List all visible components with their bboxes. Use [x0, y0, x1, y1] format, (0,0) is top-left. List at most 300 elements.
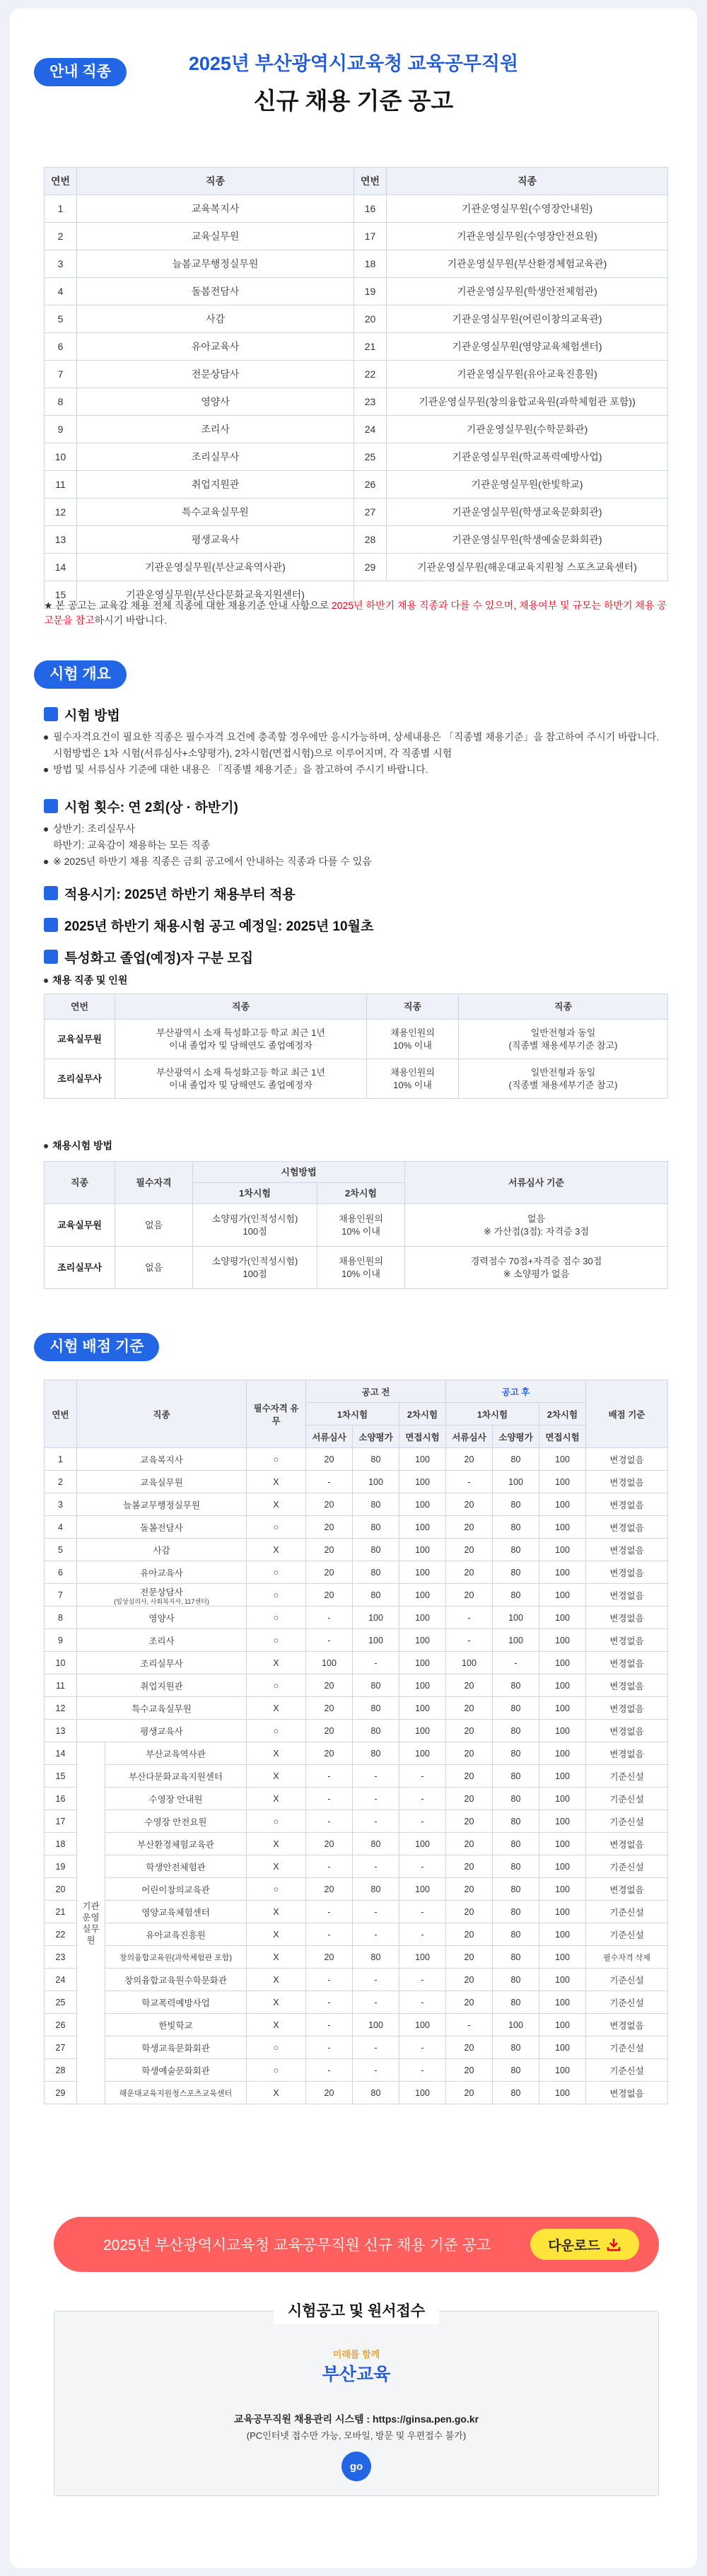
cell-no: 7 [45, 1584, 77, 1607]
cell-score: 80 [493, 2059, 539, 2082]
cell-score: 80 [493, 1448, 539, 1471]
cell-score: 20 [306, 1878, 353, 1901]
cell-change: 변경없음 [586, 1516, 668, 1539]
cell-req: ○ [247, 1561, 306, 1584]
cell-score: 20 [306, 1516, 353, 1539]
cell-job: 영양교육체험센터 [105, 1901, 247, 1923]
bullet-icon [44, 768, 48, 772]
cell-change: 기준신설 [586, 1969, 668, 1991]
cell-score: 20 [306, 1584, 353, 1607]
cell-score: 100 [493, 2014, 539, 2036]
cell-score: - [399, 1923, 446, 1946]
cell-score: 100 [493, 1471, 539, 1493]
table-row [45, 1652, 668, 1674]
cell-no: 12 [45, 499, 77, 526]
cell-change: 변경없음 [586, 2014, 668, 2036]
cell-no: 8 [45, 1607, 77, 1629]
cell-score: - [306, 1855, 353, 1878]
cell-score: 100 [539, 1697, 586, 1720]
section-jobs-pill [34, 58, 658, 86]
cell-no: 11 [45, 1674, 77, 1697]
cell-job: 기관운영실무원(해운대교육지원청 스포츠교육센터) [387, 554, 668, 581]
cell-no: 19 [45, 1855, 77, 1878]
table-row [45, 1697, 668, 1720]
table-row [45, 1204, 668, 1247]
table-row [45, 1539, 668, 1561]
cell-score: 20 [306, 1833, 353, 1855]
cell-req: X [247, 1765, 306, 1788]
cell-req: X [247, 1901, 306, 1923]
cell-score: - [353, 1788, 399, 1810]
cell-score: 100 [539, 1674, 586, 1697]
cell-job: 조리사 [77, 416, 354, 443]
cell-score: - [306, 1923, 353, 1946]
cell-job: 사감 [77, 305, 354, 333]
cell-no: 25 [354, 443, 387, 471]
cell-score: - [399, 1901, 446, 1923]
table-row [45, 2059, 668, 2082]
cell-no: 2 [45, 223, 77, 250]
square-icon [44, 950, 58, 964]
cell-job: 기관운영실무원(창의융합교육원(과학체험관 포함)) [387, 388, 668, 416]
cell-score: 100 [539, 1448, 586, 1471]
cell-no: 23 [354, 388, 387, 416]
table-row [45, 1855, 668, 1878]
cell-detail: 없음 ※ 가산점(3점): 자격증 3점 [405, 1204, 668, 1247]
col-job: 직종 [367, 994, 459, 1020]
cell-score: - [306, 1765, 353, 1788]
cell-no: 15 [45, 1765, 77, 1788]
banner-text: 2025년 부산광역시교육청 교육공무직원 신규 채용 기준 공고 [103, 2237, 491, 2254]
bullet-icon [44, 735, 48, 740]
table-row [45, 1674, 668, 1697]
cell-job: 전문상담사 (임상심리사, 사회복지사, 117센터) [77, 1584, 247, 1607]
cell-no: 25 [45, 1991, 77, 2014]
col-no: 연번 [45, 168, 77, 195]
method-bullet: 필수자격요건이 필요한 직종은 필수자격 요건에 충족할 경우에만 응시가능하며, 상세내용은 「직종별 채용기준」을 참고하여 주시기 바랍니다. [44, 729, 667, 745]
group-cell: 기관 운영 실무원 [77, 1742, 105, 2104]
cell-score: 100 [399, 2014, 446, 2036]
cell-score: 20 [306, 2082, 353, 2104]
cell-score: 100 [539, 2082, 586, 2104]
table-row [45, 1059, 668, 1099]
cell-change: 변경없음 [586, 1629, 668, 1652]
cell-score: - [399, 1855, 446, 1878]
cell-req: ○ [247, 1584, 306, 1607]
cell-score: 100 [539, 1946, 586, 1969]
cell-score: - [353, 1923, 399, 1946]
cell-req: X [247, 1969, 306, 1991]
table-row [45, 1247, 668, 1289]
cell-score: 20 [446, 1788, 493, 1810]
col-doc: 서류심사 [446, 1426, 493, 1448]
plan-date-text: 2025년 하반기 채용시험 공고 예정일: 2025년 10월초 [64, 919, 374, 934]
cell-score: 20 [446, 1969, 493, 1991]
go-button[interactable]: go [341, 2452, 371, 2481]
table-row [45, 361, 668, 388]
cell-req: 없음 [115, 1247, 193, 1289]
cell-job: 특수교육실무원 [77, 1697, 247, 1720]
col-job: 직종 [115, 994, 367, 1020]
cell-req: X [247, 1697, 306, 1720]
cell-score: 80 [353, 1833, 399, 1855]
cell-score: - [399, 1765, 446, 1788]
special-recruit-text: 특성화고 졸업(예정)자 구분 모집 [64, 950, 254, 966]
cell-score: 80 [493, 1991, 539, 2014]
table-row [45, 278, 668, 305]
col-job: 직종 [77, 168, 354, 195]
cell-score: 100 [399, 1539, 446, 1561]
cell-score: - [306, 2059, 353, 2082]
exam-method [44, 705, 667, 778]
cell-req: X [247, 1991, 306, 2014]
cell-score: 100 [539, 1652, 586, 1674]
col-req: 필수자격 유무 [247, 1380, 306, 1448]
cell-score: 80 [493, 1720, 539, 1742]
table-row [45, 1742, 668, 1765]
cell-job: 수영장 안전요원 [105, 1810, 247, 1833]
cell-b: 부산광역시 소재 특성화고등 학교 최근 1년 이내 졸업자 및 당해연도 졸업예정자 [115, 1020, 367, 1059]
cell-req: X [247, 1471, 306, 1493]
cell-no: 23 [45, 1946, 77, 1969]
cell-score: 80 [353, 1493, 399, 1516]
cell-score: 100 [399, 2082, 446, 2104]
cell-score: 100 [539, 1629, 586, 1652]
cell-job: 조리사 [77, 1629, 247, 1652]
cell-job: 돌봄전담사 [77, 1516, 247, 1539]
cell-score: 20 [306, 1697, 353, 1720]
cell-score: 100 [539, 1561, 586, 1584]
table-row [45, 416, 668, 443]
cell-req: X [247, 1788, 306, 1810]
cell-score: - [446, 1471, 493, 1493]
cell-score: 20 [446, 1539, 493, 1561]
cell-change: 변경없음 [586, 2082, 668, 2104]
cell-no: 6 [45, 333, 77, 361]
cell-score: - [353, 1855, 399, 1878]
cell-job: 평생교육사 [77, 1720, 247, 1742]
cell-change: 변경없음 [586, 1448, 668, 1471]
cell-score: - [399, 1810, 446, 1833]
cell-score: 100 [399, 1516, 446, 1539]
col-first: 1차시험 [306, 1403, 399, 1426]
cell-change: 기준신설 [586, 1901, 668, 1923]
cell-score: 20 [446, 1810, 493, 1833]
cell-score: 80 [493, 1855, 539, 1878]
cell-job: 조리실무사 [45, 1059, 115, 1099]
table-row [45, 1923, 668, 1946]
cell-job: 영양사 [77, 1607, 247, 1629]
cell-score: - [306, 1991, 353, 2014]
table-row [45, 1607, 668, 1629]
cell-job: 학생교육문화회관 [105, 2036, 247, 2059]
cell-score: 100 [539, 2036, 586, 2059]
cell-score: - [306, 2036, 353, 2059]
cell-job: 해운대교육지원청스포츠교육센터 [105, 2082, 247, 2104]
cell-no: 28 [45, 2059, 77, 2082]
cell-score: - [446, 1607, 493, 1629]
cell-detail: 경력점수 70점+자격증 점수 30점 ※ 소양평가 없음 [405, 1247, 668, 1289]
cell-change: 변경없음 [586, 1833, 668, 1855]
cell-score: 20 [446, 2059, 493, 2082]
cell-change: 기준신설 [586, 1788, 668, 1810]
cell-score: 100 [399, 1833, 446, 1855]
cell-score: - [399, 1991, 446, 2014]
method-title: 시험 방법 [44, 705, 667, 723]
special-recruit [44, 948, 667, 987]
cell-score: - [493, 1652, 539, 1674]
apply-period-text: 적용시기: 2025년 하반기 채용부터 적용 [64, 887, 296, 902]
cell-score: 100 [399, 1652, 446, 1674]
cell-job: 늘봄교무행정실무원 [77, 250, 354, 278]
cell-score: 20 [306, 1946, 353, 1969]
square-icon [44, 799, 58, 813]
table-row [45, 250, 668, 278]
download-banner[interactable] [54, 2217, 659, 2272]
cell-no: 21 [45, 1901, 77, 1923]
cell-no: 21 [354, 333, 387, 361]
cell-score: 20 [446, 1991, 493, 2014]
plan-date [44, 916, 667, 934]
cell-score: 100 [539, 1584, 586, 1607]
cell-change: 변경없음 [586, 1539, 668, 1561]
score-table-wrap [44, 1380, 667, 2104]
cell-req: ○ [247, 2059, 306, 2082]
table-row [45, 1946, 668, 1969]
cell-score: 20 [446, 1561, 493, 1584]
cell-job: 사감 [77, 1539, 247, 1561]
cell-score: 20 [446, 1674, 493, 1697]
table-row [45, 443, 668, 471]
cell-change: 기준신설 [586, 1765, 668, 1788]
cell-no: 9 [45, 1629, 77, 1652]
cell-job: 학생예술문화회관 [105, 2059, 247, 2082]
cell-score: - [446, 1629, 493, 1652]
cell-score: - [399, 1788, 446, 1810]
method-bullet-cont: 시험방법은 1차 시험(서류심사+소양평가), 2차시험(면접시험)으로 이루어지며, 각 직종별 시험 [53, 747, 452, 759]
cell-score: 80 [493, 1969, 539, 1991]
cell-score: 100 [539, 1901, 586, 1923]
cell-score: - [306, 2014, 353, 2036]
cell-score: 80 [493, 1878, 539, 1901]
cell-job: 취업지원관 [77, 471, 354, 499]
cell-score: 100 [539, 1493, 586, 1516]
cell-req: ○ [247, 1516, 306, 1539]
cell-job: 부산환경체험교육관 [105, 1833, 247, 1855]
table-row [45, 223, 668, 250]
cell-no: 20 [354, 305, 387, 333]
cell-change: 기준신설 [586, 1855, 668, 1878]
cell-score: 80 [493, 1810, 539, 1833]
cell-score: 100 [493, 1629, 539, 1652]
table-row [45, 1901, 668, 1923]
col-second: 2차시험 [399, 1403, 446, 1426]
bullet-icon [44, 860, 48, 864]
col-int: 면접시험 [399, 1426, 446, 1448]
cell-job: 교육복지사 [77, 1448, 247, 1471]
cell-score: 100 [399, 1742, 446, 1765]
cell-detail: 채용인원의 10% 이내 [317, 1204, 405, 1247]
cell-change: 변경없음 [586, 1742, 668, 1765]
score-table [44, 1380, 668, 2104]
section-exam-title: 시험 개요 [34, 660, 127, 689]
jobs-table-wrap [44, 167, 667, 609]
cell-score: 100 [539, 1471, 586, 1493]
table-row [45, 195, 668, 223]
note-red-text: 2025년 하반기 채용 직종과 다를 수 있으며, 채용여부 및 규모는 하반기 채용 공고문을 참고 [44, 600, 667, 626]
cell-job: 기관운영실무원(학생안전체험관) [387, 278, 668, 305]
cell-score: 100 [399, 1561, 446, 1584]
cell-score: 80 [353, 1946, 399, 1969]
cell-job: 한빛학교 [105, 2014, 247, 2036]
cell-job: 창의융합교육원수학문화관 [105, 1969, 247, 1991]
method-bullet: 방법 및 서류심사 기준에 대한 내용은 「직종별 채용기준」을 참고하여 주시기 바랍니다. [44, 762, 667, 778]
cell-job: 기관운영실무원(수학문화관) [387, 416, 668, 443]
cell-score: 80 [493, 1833, 539, 1855]
cell-score: 100 [493, 1607, 539, 1629]
cell-job: 기관운영실무원(수영장안전요원) [387, 223, 668, 250]
cell-req: X [247, 1923, 306, 1946]
section-exam-pill [34, 660, 658, 689]
cell-job: 돌봄전담사 [77, 278, 354, 305]
cell-no: 20 [45, 1878, 77, 1901]
cell-change: 변경없음 [586, 1674, 668, 1697]
section-jobs-title: 안내 직종 [34, 58, 127, 86]
cell-change: 기준신설 [586, 1810, 668, 1833]
cell-req: X [247, 2082, 306, 2104]
cell-no: 4 [45, 278, 77, 305]
cell-score: 20 [446, 1584, 493, 1607]
table-row [45, 1561, 668, 1584]
cell-score: 80 [493, 1901, 539, 1923]
cell-score: 80 [493, 1584, 539, 1607]
cell-score: 20 [446, 1697, 493, 1720]
cell-req: X [247, 1539, 306, 1561]
cell-no: 17 [45, 1810, 77, 1833]
col-no: 연번 [45, 994, 115, 1020]
col-job: 직종 [77, 1380, 247, 1448]
cell-score: 100 [446, 1652, 493, 1674]
cell-job: 유아교육사 [77, 1561, 247, 1584]
col-apt: 소양평가 [493, 1426, 539, 1448]
cell-change: 변경없음 [586, 1471, 668, 1493]
cell-no: 16 [45, 1788, 77, 1810]
cell-no: 17 [354, 223, 387, 250]
cell-score: 100 [539, 1855, 586, 1878]
table-row [45, 1584, 668, 1607]
cell-job: 조리실무사 [45, 1247, 115, 1289]
cell-score: - [353, 2059, 399, 2082]
cell-job: 기관운영실무원(부산교육역사관) [77, 554, 354, 581]
cell-job: 기관운영실무원(부산환경체험교육관) [387, 250, 668, 278]
section-score-pill [34, 1333, 658, 1361]
table-row [45, 1788, 668, 1810]
col-apt: 소양평가 [353, 1426, 399, 1448]
cell-score: - [353, 1765, 399, 1788]
cell-job: 특수교육실무원 [77, 499, 354, 526]
cell-no: 3 [45, 250, 77, 278]
cell-score: 100 [399, 1674, 446, 1697]
cell-score: 80 [353, 1742, 399, 1765]
col-no: 연번 [45, 1380, 77, 1448]
cell-job: 기관운영실무원(한빛학교) [387, 471, 668, 499]
cell-req: X [247, 1946, 306, 1969]
cell-no: 5 [45, 305, 77, 333]
table-row [45, 526, 668, 554]
cell-no: 19 [354, 278, 387, 305]
cell-no: 10 [45, 443, 77, 471]
cell-score: 80 [353, 1697, 399, 1720]
cell-no: 29 [45, 2082, 77, 2104]
cell-score: 100 [399, 1946, 446, 1969]
cell-no: 3 [45, 1493, 77, 1516]
table-row [45, 2036, 668, 2059]
cell-score: 100 [353, 1629, 399, 1652]
cell-b: 부산광역시 소재 특성화고등 학교 최근 1년 이내 졸업자 및 당해연도 졸업예정자 [115, 1059, 367, 1099]
cell-score: 20 [446, 1765, 493, 1788]
cell-score: 100 [539, 1516, 586, 1539]
square-icon [44, 886, 58, 900]
cell-job: 기관운영실무원(수영장안내원) [387, 195, 668, 223]
table-row [45, 388, 668, 416]
table-row [45, 1629, 668, 1652]
cell-score: - [306, 1901, 353, 1923]
cell-score: 20 [306, 1493, 353, 1516]
cell-req: ○ [247, 1810, 306, 1833]
table-row [45, 305, 668, 333]
method-table [44, 1161, 668, 1289]
method-table-wrap [44, 1161, 667, 1289]
cell-score: - [399, 2036, 446, 2059]
cell-score: 100 [399, 1471, 446, 1493]
cell-change: 기준신설 [586, 2059, 668, 2082]
cell-score: 20 [306, 1742, 353, 1765]
cell-req: ○ [247, 1878, 306, 1901]
cell-score: 20 [446, 1493, 493, 1516]
cell-score: 100 [399, 1448, 446, 1471]
cell-score: 20 [306, 1448, 353, 1471]
count-bullet: 상반기: 조리실무사 [44, 821, 667, 837]
cell-score: 80 [493, 1493, 539, 1516]
cell-detail: 소양평가(인적성시험) 100점 [193, 1247, 317, 1289]
cell-job: 취업지원관 [77, 1674, 247, 1697]
col-before: 공고 전 [306, 1380, 446, 1403]
cell-req: ○ [247, 1674, 306, 1697]
cell-score: 20 [446, 2036, 493, 2059]
cell-score: 20 [306, 1674, 353, 1697]
cell-score: - [306, 1471, 353, 1493]
square-icon [44, 707, 58, 721]
cell-score: 80 [493, 2036, 539, 2059]
cell-no: 24 [354, 416, 387, 443]
cell-score: 80 [493, 1946, 539, 1969]
cell-job: 교육실무원 [77, 1471, 247, 1493]
cell-score: - [353, 1991, 399, 2014]
cell-score: 80 [353, 1561, 399, 1584]
cell-score: 80 [353, 1516, 399, 1539]
cell-score: - [353, 1901, 399, 1923]
cell-score: - [353, 1969, 399, 1991]
cell-job: 교육실무원 [45, 1204, 115, 1247]
notice-card [10, 8, 697, 2568]
col-second: 2차시험 [317, 1183, 405, 1204]
cell-score: - [306, 1629, 353, 1652]
download-button[interactable] [530, 2229, 639, 2260]
cell-job: 교육실무원 [77, 223, 354, 250]
cell-score: 20 [446, 1742, 493, 1765]
section-score-title: 시험 배점 기준 [34, 1333, 159, 1361]
cell-score: 80 [493, 1516, 539, 1539]
